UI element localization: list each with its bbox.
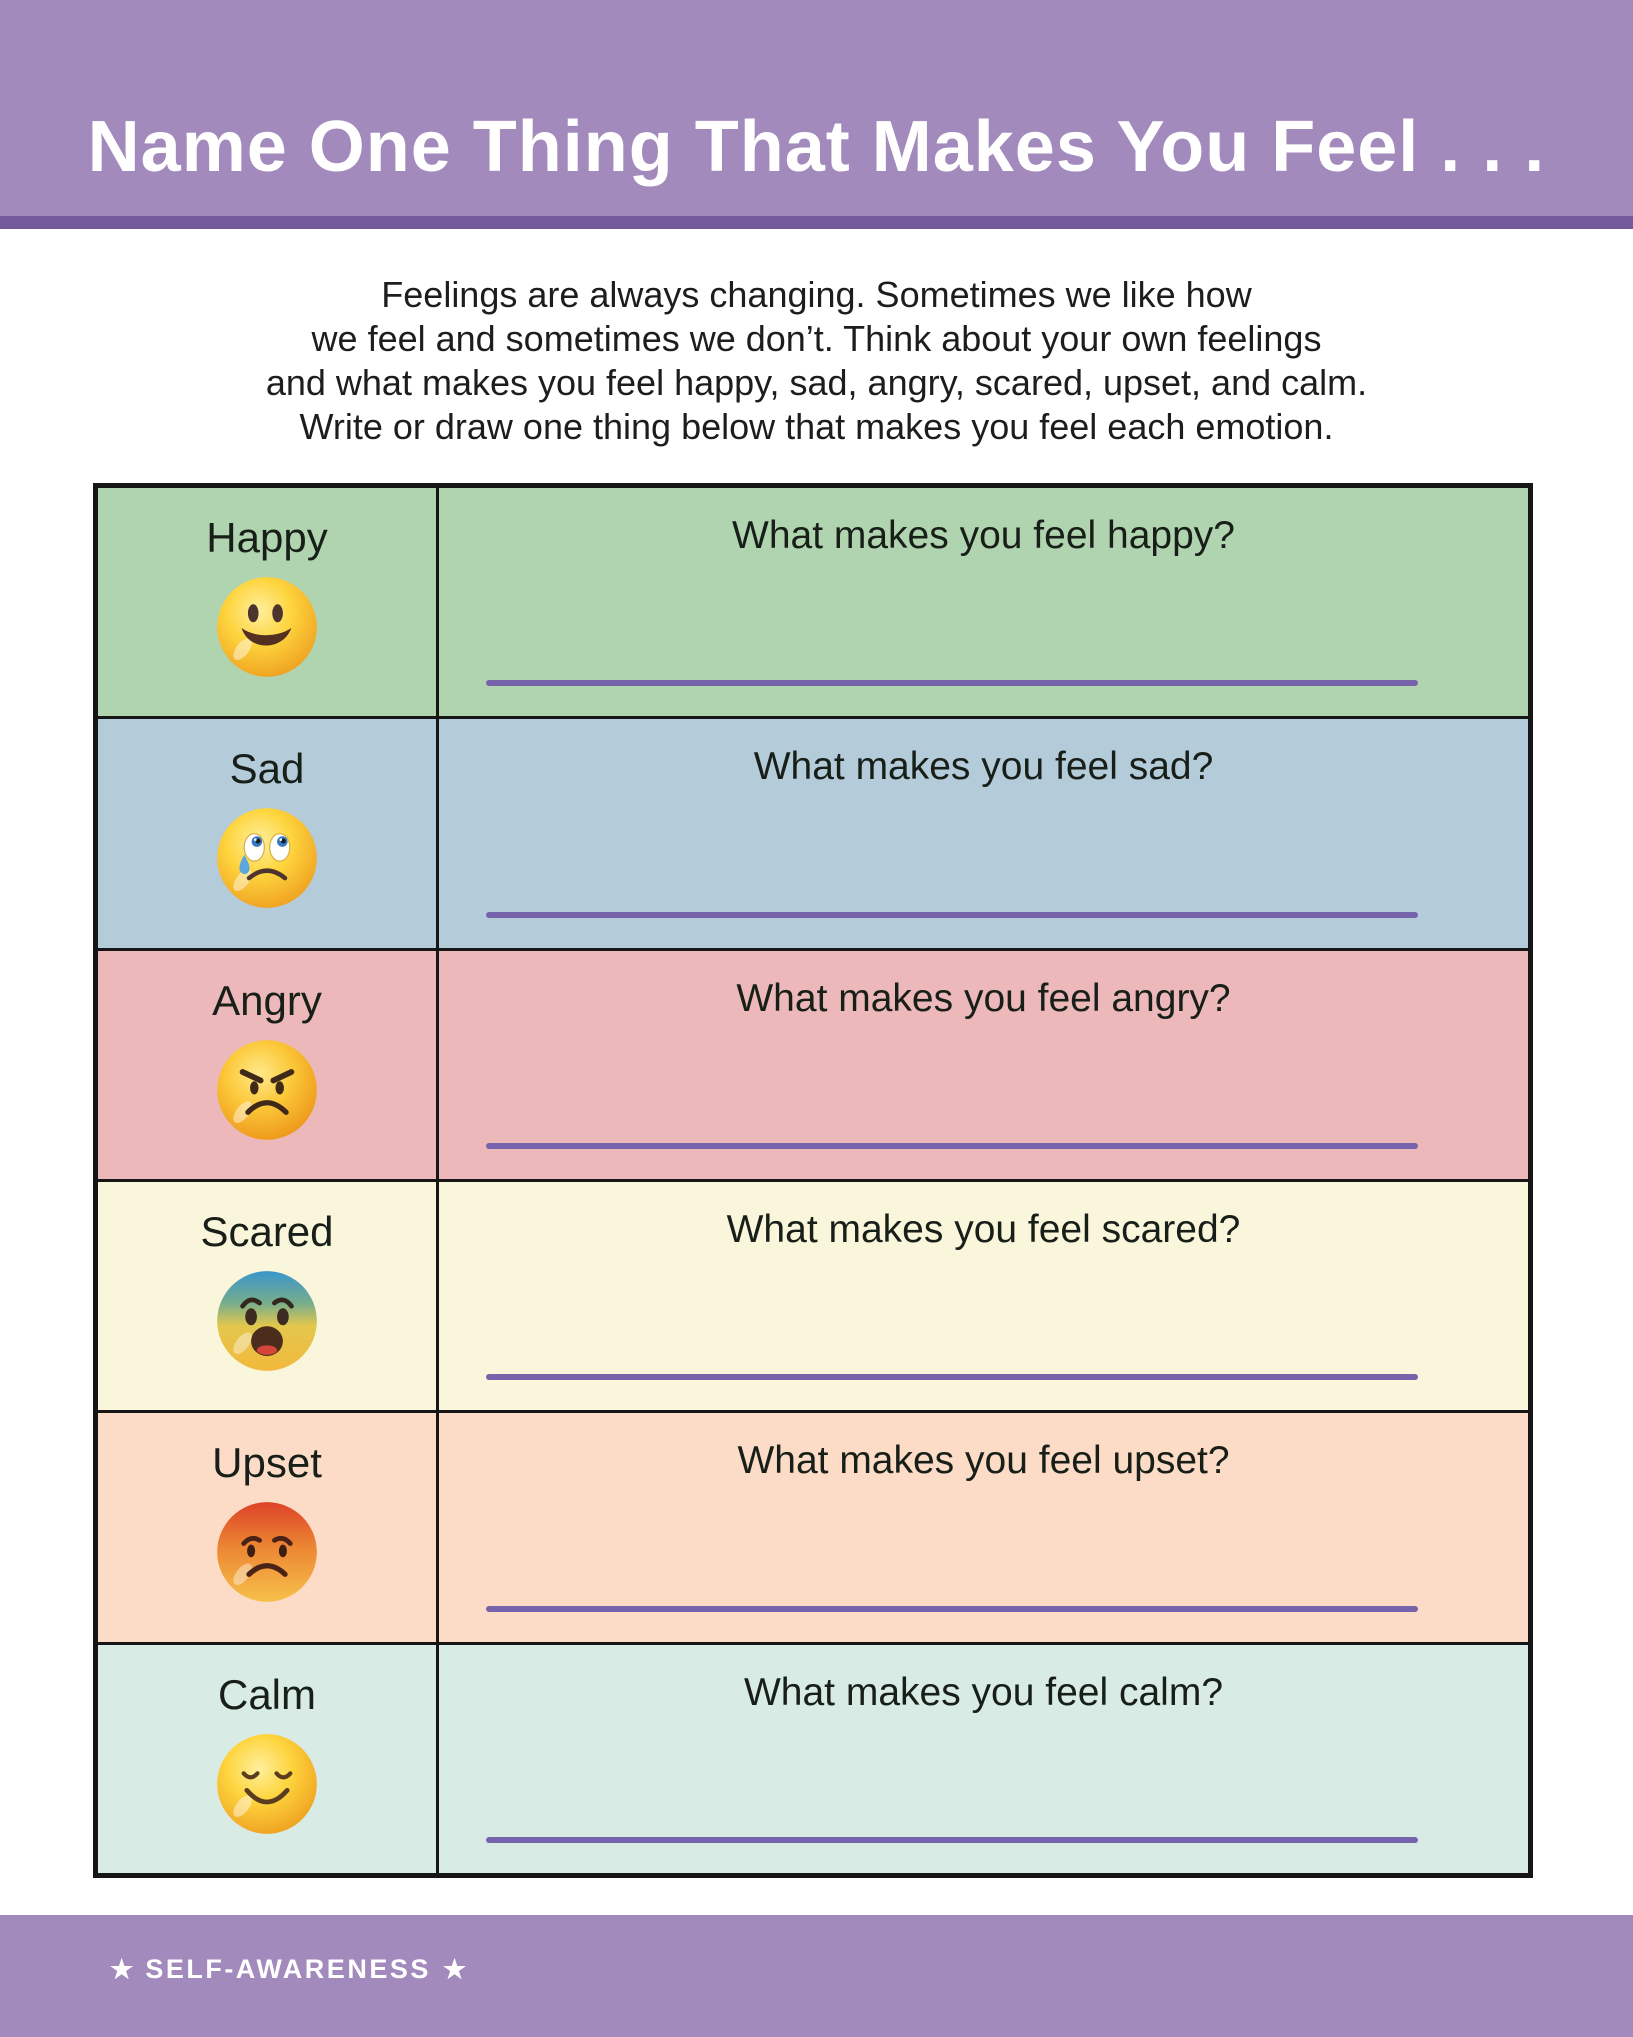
table-row	[98, 719, 1528, 950]
question-cell	[439, 1413, 1528, 1641]
question-cell	[439, 1645, 1528, 1873]
emotion-label: Sad	[229, 745, 305, 793]
sad-emoji-icon	[214, 805, 320, 911]
emotion-cell	[98, 1413, 439, 1641]
question-text: What makes you feel calm?	[743, 1670, 1224, 1714]
emotion-cell	[98, 1645, 439, 1873]
upset-emoji-icon	[214, 1499, 320, 1605]
emotion-label: Calm	[217, 1670, 316, 1718]
star-icon: ★	[442, 1953, 467, 1984]
answer-line[interactable]	[486, 1837, 1418, 1843]
answer-line[interactable]	[486, 1143, 1418, 1149]
question-text: What makes you feel angry?	[736, 976, 1231, 1020]
emotion-label: Upset	[212, 1439, 322, 1487]
question-text: What makes you feel sad?	[753, 745, 1214, 789]
intro-line: Write or draw one thing below that makes you feel each emotion.	[299, 406, 1334, 447]
intro-line: Feelings are always changing. Sometimes we like how	[381, 274, 1252, 315]
answer-line[interactable]	[486, 912, 1418, 918]
page-title: Name One Thing That Makes You Feel . . .	[87, 107, 1546, 187]
intro-line: we feel and sometimes we don’t. Think about your own feelings	[311, 318, 1322, 359]
angry-emoji-icon	[214, 1037, 320, 1143]
table-row	[98, 951, 1528, 1182]
emotion-cell	[98, 1182, 439, 1410]
question-text: What makes you feel upset?	[737, 1439, 1230, 1483]
table-row	[98, 488, 1528, 719]
question-text: What makes you feel scared?	[726, 1207, 1241, 1251]
star-icon: ★	[110, 1953, 134, 1984]
footer-banner	[0, 1915, 1633, 2037]
question-cell	[439, 1182, 1528, 1410]
feelings-table	[93, 483, 1533, 1878]
question-cell	[439, 488, 1528, 716]
intro-text	[0, 229, 1633, 483]
intro-line: and what makes you feel happy, sad, angry, scared, upset, and calm.	[265, 362, 1368, 403]
happy-emoji-icon	[214, 574, 320, 680]
answer-line[interactable]	[486, 1606, 1418, 1612]
answer-line[interactable]	[486, 1374, 1418, 1380]
footer-label: SELF-AWARENESS	[145, 1953, 431, 1984]
question-cell	[439, 951, 1528, 1179]
emotion-cell	[98, 719, 439, 947]
header-banner	[0, 0, 1633, 216]
emotion-cell	[98, 951, 439, 1179]
emotion-label: Happy	[206, 514, 328, 561]
emotion-label: Scared	[200, 1207, 334, 1255]
question-cell	[439, 719, 1528, 947]
table-row	[98, 1413, 1528, 1644]
scared-emoji-icon	[214, 1268, 320, 1374]
emotion-label: Angry	[212, 976, 322, 1024]
table-row	[98, 1645, 1528, 1873]
emotion-cell	[98, 488, 439, 716]
header-stripe	[0, 216, 1633, 229]
question-text: What makes you feel happy?	[732, 514, 1235, 557]
table-row	[98, 1182, 1528, 1413]
answer-line[interactable]	[486, 680, 1418, 686]
calm-emoji-icon	[214, 1731, 320, 1837]
